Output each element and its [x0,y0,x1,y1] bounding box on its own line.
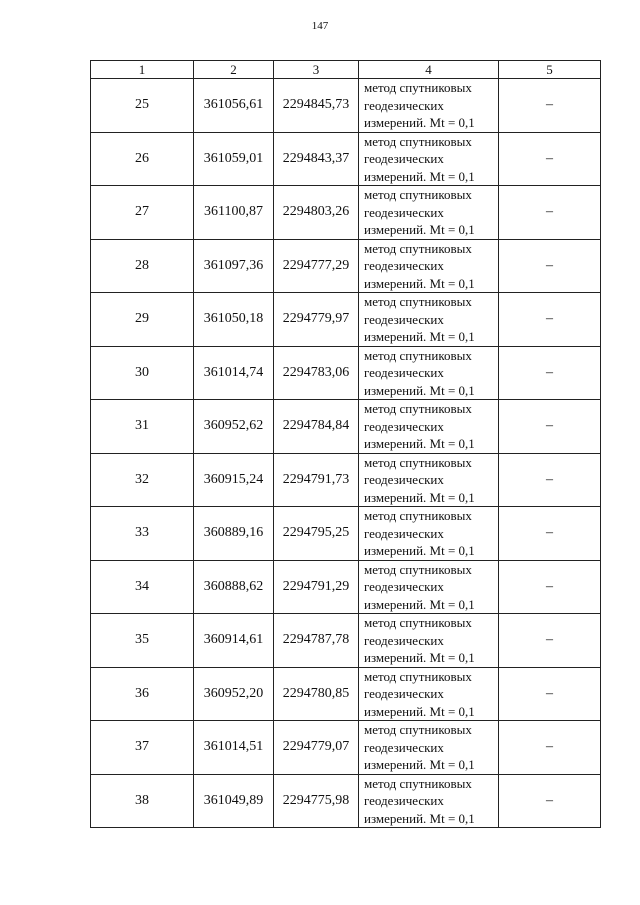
method-line: геодезических [364,686,444,701]
x-coordinate-cell: 361059,01 [194,132,274,186]
point-number-cell: 33 [91,507,194,561]
x-coordinate-cell: 361014,74 [194,346,274,400]
table-row [91,239,601,293]
method-line: измерений. Mt = 0,1 [364,650,475,665]
header-col-4: 4 [359,61,499,79]
method-line: измерений. Mt = 0,1 [364,329,475,344]
table-row [91,400,601,454]
x-coordinate-cell: 361014,51 [194,721,274,775]
x-coordinate-cell: 361050,18 [194,293,274,347]
table-row [91,293,601,347]
method-cell [359,400,499,454]
table-row [91,560,601,614]
table-row [91,453,601,507]
y-coordinate-cell: 2294803,26 [274,186,359,240]
note-cell: – [499,293,601,347]
note-cell: – [499,453,601,507]
method-cell [359,186,499,240]
point-number-cell: 25 [91,79,194,133]
note-cell: – [499,400,601,454]
method-line: измерений. Mt = 0,1 [364,757,475,772]
method-line: геодезических [364,793,444,808]
note-cell: – [499,132,601,186]
note-cell: – [499,774,601,828]
method-cell [359,453,499,507]
point-number-cell: 29 [91,293,194,347]
method-line: измерений. Mt = 0,1 [364,596,475,612]
method-line: геодезических [364,151,444,166]
method-cell [359,721,499,775]
x-coordinate-cell: 360888,62 [194,560,274,614]
header-col-5: 5 [499,61,601,79]
method-line: метод спутниковых [364,722,472,737]
x-coordinate-cell: 361056,61 [194,79,274,133]
header-col-3: 3 [274,61,359,79]
x-coordinate-cell: 360889,16 [194,507,274,561]
point-number-cell: 37 [91,721,194,775]
method-line: измерений. Mt = 0,1 [364,168,475,184]
table-row [91,346,601,400]
method-line: измерений. Mt = 0,1 [364,382,475,398]
method-line: измерений. Mt = 0,1 [364,489,475,505]
method-cell [359,239,499,293]
note-cell: – [499,79,601,133]
table-header-row [91,61,601,79]
x-coordinate-cell: 361049,89 [194,774,274,828]
x-coordinate-cell: 360914,61 [194,614,274,668]
method-line: измерений. Mt = 0,1 [364,543,475,558]
method-cell [359,293,499,347]
note-cell: – [499,346,601,400]
method-line: геодезических [364,258,444,273]
method-line: метод спутниковых [364,133,472,149]
y-coordinate-cell: 2294779,97 [274,293,359,347]
point-number-cell: 30 [91,346,194,400]
table-row [91,774,601,828]
point-number-cell: 38 [91,774,194,828]
table-row [91,667,601,721]
x-coordinate-cell: 361097,36 [194,239,274,293]
point-number-cell: 36 [91,667,194,721]
method-line: геодезических [364,365,444,380]
x-coordinate-cell: 360915,24 [194,453,274,507]
point-number-cell: 27 [91,186,194,240]
method-line: измерений. Mt = 0,1 [364,275,475,291]
method-line: метод спутниковых [364,561,472,577]
table-row [91,132,601,186]
y-coordinate-cell: 2294791,73 [274,453,359,507]
y-coordinate-cell: 2294775,98 [274,774,359,828]
method-line: метод спутниковых [364,454,472,470]
y-coordinate-cell: 2294780,85 [274,667,359,721]
method-line: измерений. Mt = 0,1 [364,115,475,130]
note-cell: – [499,667,601,721]
method-line: метод спутниковых [364,401,472,416]
method-line: геодезических [364,311,444,327]
method-line: геодезических [364,739,444,755]
point-number-cell: 34 [91,560,194,614]
table-row [91,721,601,775]
y-coordinate-cell: 2294843,37 [274,132,359,186]
method-cell [359,774,499,828]
y-coordinate-cell: 2294779,07 [274,721,359,775]
y-coordinate-cell: 2294787,78 [274,614,359,668]
table-row [91,507,601,561]
method-line: геодезических [364,579,444,594]
y-coordinate-cell: 2294783,06 [274,346,359,400]
y-coordinate-cell: 2294795,25 [274,507,359,561]
y-coordinate-cell: 2294845,73 [274,79,359,133]
point-number-cell: 31 [91,400,194,454]
method-cell [359,614,499,668]
note-cell: – [499,239,601,293]
y-coordinate-cell: 2294777,29 [274,239,359,293]
method-line: метод спутниковых [364,187,472,202]
method-line: геодезических [364,472,444,487]
note-cell: – [499,614,601,668]
method-cell [359,79,499,133]
method-line: метод спутниковых [364,508,472,523]
y-coordinate-cell: 2294791,29 [274,560,359,614]
point-number-cell: 35 [91,614,194,668]
x-coordinate-cell: 361100,87 [194,186,274,240]
page-number: 147 [311,20,329,32]
note-cell: – [499,560,601,614]
method-line: метод спутниковых [364,615,472,630]
method-line: геодезических [364,97,444,113]
point-number-cell: 26 [91,132,194,186]
method-line: метод спутниковых [364,775,472,791]
point-number-cell: 32 [91,453,194,507]
method-line: измерений. Mt = 0,1 [364,222,475,237]
method-line: геодезических [364,525,444,541]
x-coordinate-cell: 360952,62 [194,400,274,454]
method-line: измерений. Mt = 0,1 [364,703,475,719]
point-number-cell: 28 [91,239,194,293]
header-col-1: 1 [91,61,194,79]
method-cell [359,346,499,400]
method-cell [359,507,499,561]
method-line: метод спутниковых [364,80,472,95]
method-cell [359,132,499,186]
table-row [91,186,601,240]
method-line: метод спутниковых [364,347,472,363]
table-body [91,79,601,828]
note-cell: – [499,507,601,561]
table-row [91,614,601,668]
method-line: метод спутниковых [364,294,472,309]
coordinates-table [90,60,601,828]
method-line: геодезических [364,418,444,434]
table-row [91,79,601,133]
header-col-2: 2 [194,61,274,79]
method-line: геодезических [364,204,444,220]
note-cell: – [499,721,601,775]
note-cell: – [499,186,601,240]
method-line: метод спутниковых [364,668,472,684]
method-line: геодезических [364,632,444,648]
method-line: метод спутниковых [364,240,472,256]
method-cell [359,667,499,721]
method-line: измерений. Mt = 0,1 [364,810,475,826]
method-line: измерений. Mt = 0,1 [364,436,475,451]
x-coordinate-cell: 360952,20 [194,667,274,721]
y-coordinate-cell: 2294784,84 [274,400,359,454]
method-cell [359,560,499,614]
